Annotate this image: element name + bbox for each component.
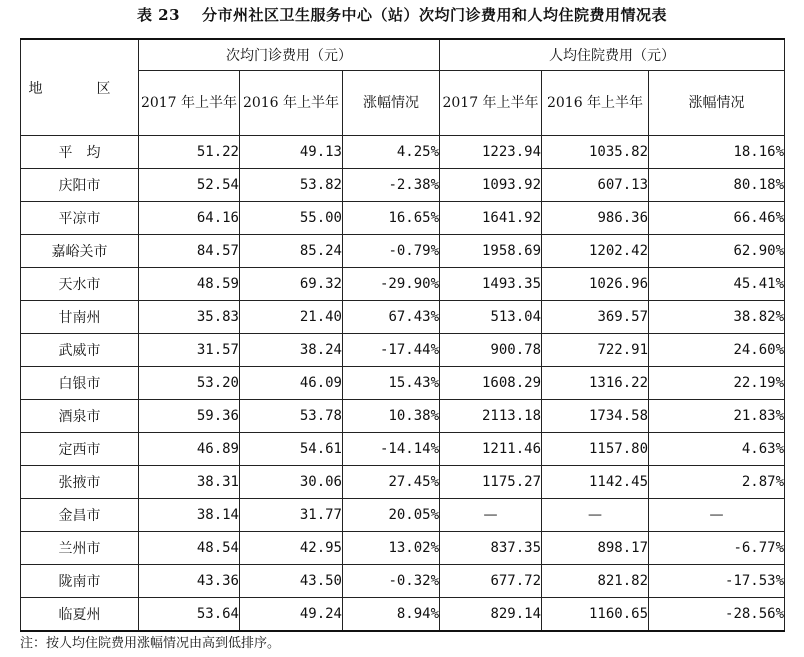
header-outpatient: 次均门诊费用（元） [139,39,440,71]
header-outpatient-2016: 2016 年上半年 [240,71,343,136]
outpatient-2016-cell: 31.77 [240,499,343,532]
header-inpatient-change: 涨幅情况 [649,71,785,136]
cost-table [20,38,785,632]
table-row [21,598,785,632]
outpatient-change-cell: 15.43% [343,367,440,400]
inpatient-2017-cell: 1608.29 [440,367,542,400]
inpatient-2017-cell: 2113.18 [440,400,542,433]
outpatient-change-cell: 27.45% [343,466,440,499]
header-region: 地 区 [21,39,139,136]
inpatient-2016-cell: 722.91 [542,334,649,367]
inpatient-2017-cell: 837.35 [440,532,542,565]
outpatient-change-cell: -0.79% [343,235,440,268]
inpatient-2016-cell: 1316.22 [542,367,649,400]
inpatient-2017-cell: 1223.94 [440,136,542,169]
inpatient-2017-cell: 1493.35 [440,268,542,301]
inpatient-change-cell: -28.56% [649,598,785,632]
outpatient-change-cell: -0.32% [343,565,440,598]
outpatient-change-cell: 13.02% [343,532,440,565]
table-title-text: 分市州社区卫生服务中心（站）次均门诊费用和人均住院费用情况表 [202,6,668,24]
table-title [0,4,804,25]
region-cell: 白银市 [21,367,139,400]
outpatient-2017-cell: 64.16 [139,202,240,235]
outpatient-2017-cell: 84.57 [139,235,240,268]
inpatient-2016-cell: 1142.45 [542,466,649,499]
header-outpatient-2017: 2017 年上半年 [139,71,240,136]
outpatient-2016-cell: 53.78 [240,400,343,433]
inpatient-change-cell: 18.16% [649,136,785,169]
outpatient-2016-cell: 21.40 [240,301,343,334]
outpatient-change-cell: 67.43% [343,301,440,334]
region-cell: 临夏州 [21,598,139,632]
outpatient-2016-cell: 55.00 [240,202,343,235]
inpatient-2017-cell: 1641.92 [440,202,542,235]
outpatient-change-cell: 20.05% [343,499,440,532]
inpatient-2016-cell: 821.82 [542,565,649,598]
outpatient-2017-cell: 52.54 [139,169,240,202]
outpatient-2016-cell: 42.95 [240,532,343,565]
outpatient-2017-cell: 46.89 [139,433,240,466]
region-cell: 定西市 [21,433,139,466]
inpatient-2016-cell: 369.57 [542,301,649,334]
inpatient-2017-cell: 677.72 [440,565,542,598]
inpatient-2017-cell: 513.04 [440,301,542,334]
footnote: 注：按人均住院费用涨幅情况由高到低排序。 [20,636,281,651]
inpatient-2017-cell: 1175.27 [440,466,542,499]
region-cell: 陇南市 [21,565,139,598]
region-cell: 甘南州 [21,301,139,334]
region-cell: 兰州市 [21,532,139,565]
region-cell: 武威市 [21,334,139,367]
outpatient-change-cell: -14.14% [343,433,440,466]
inpatient-change-cell: 38.82% [649,301,785,334]
outpatient-2016-cell: 54.61 [240,433,343,466]
table-row [21,532,785,565]
outpatient-2016-cell: 46.09 [240,367,343,400]
region-cell: 金昌市 [21,499,139,532]
outpatient-2017-cell: 53.64 [139,598,240,632]
outpatient-2016-cell: 69.32 [240,268,343,301]
table-row [21,136,785,169]
table-row [21,334,785,367]
outpatient-change-cell: 16.65% [343,202,440,235]
outpatient-2017-cell: 38.31 [139,466,240,499]
outpatient-change-cell: 10.38% [343,400,440,433]
table-row [21,466,785,499]
header-inpatient-2017: 2017 年上半年 [440,71,542,136]
inpatient-2016-cell: 1157.80 [542,433,649,466]
table-row [21,499,785,532]
outpatient-2017-cell: 53.20 [139,367,240,400]
inpatient-change-cell: 22.19% [649,367,785,400]
outpatient-2016-cell: 38.24 [240,334,343,367]
table-row [21,202,785,235]
inpatient-2016-cell: 1035.82 [542,136,649,169]
inpatient-change-cell: 4.63% [649,433,785,466]
outpatient-2017-cell: 38.14 [139,499,240,532]
outpatient-change-cell: -29.90% [343,268,440,301]
outpatient-2016-cell: 43.50 [240,565,343,598]
outpatient-2016-cell: 85.24 [240,235,343,268]
inpatient-2016-cell: 1026.96 [542,268,649,301]
region-cell: 天水市 [21,268,139,301]
inpatient-2017-cell: 900.78 [440,334,542,367]
inpatient-2016-cell: 898.17 [542,532,649,565]
inpatient-2017-cell: — [440,499,542,532]
table-row [21,367,785,400]
table-row [21,301,785,334]
outpatient-2016-cell: 49.13 [240,136,343,169]
inpatient-change-cell: 24.60% [649,334,785,367]
inpatient-2016-cell: 986.36 [542,202,649,235]
outpatient-2017-cell: 43.36 [139,565,240,598]
outpatient-2017-cell: 48.54 [139,532,240,565]
table-row [21,169,785,202]
inpatient-2016-cell: 1202.42 [542,235,649,268]
inpatient-2017-cell: 1093.92 [440,169,542,202]
inpatient-change-cell: 45.41% [649,268,785,301]
outpatient-2017-cell: 35.83 [139,301,240,334]
header-outpatient-change: 涨幅情况 [343,71,440,136]
outpatient-change-cell: 8.94% [343,598,440,632]
region-cell: 庆阳市 [21,169,139,202]
inpatient-2016-cell: 1734.58 [542,400,649,433]
outpatient-2016-cell: 30.06 [240,466,343,499]
inpatient-change-cell: -17.53% [649,565,785,598]
table-row [21,235,785,268]
region-cell: 平凉市 [21,202,139,235]
inpatient-change-cell: 80.18% [649,169,785,202]
region-cell: 酒泉市 [21,400,139,433]
region-cell: 嘉峪关市 [21,235,139,268]
inpatient-change-cell: 62.90% [649,235,785,268]
inpatient-2016-cell: — [542,499,649,532]
outpatient-2017-cell: 31.57 [139,334,240,367]
region-cell: 张掖市 [21,466,139,499]
inpatient-2016-cell: 607.13 [542,169,649,202]
table-row [21,400,785,433]
table-row [21,268,785,301]
inpatient-2017-cell: 1211.46 [440,433,542,466]
outpatient-change-cell: -17.44% [343,334,440,367]
inpatient-change-cell: 66.46% [649,202,785,235]
table-row [21,433,785,466]
outpatient-2016-cell: 53.82 [240,169,343,202]
outpatient-change-cell: -2.38% [343,169,440,202]
inpatient-change-cell: 2.87% [649,466,785,499]
table-row [21,565,785,598]
outpatient-2017-cell: 48.59 [139,268,240,301]
header-inpatient-2016: 2016 年上半年 [542,71,649,136]
inpatient-2017-cell: 829.14 [440,598,542,632]
outpatient-2017-cell: 59.36 [139,400,240,433]
header-inpatient: 人均住院费用（元） [440,39,785,71]
inpatient-change-cell: — [649,499,785,532]
outpatient-2016-cell: 49.24 [240,598,343,632]
table-number: 表 23 [136,6,181,24]
region-cell: 平 均 [21,136,139,169]
inpatient-change-cell: 21.83% [649,400,785,433]
outpatient-2017-cell: 51.22 [139,136,240,169]
inpatient-2017-cell: 1958.69 [440,235,542,268]
inpatient-change-cell: -6.77% [649,532,785,565]
outpatient-change-cell: 4.25% [343,136,440,169]
inpatient-2016-cell: 1160.65 [542,598,649,632]
